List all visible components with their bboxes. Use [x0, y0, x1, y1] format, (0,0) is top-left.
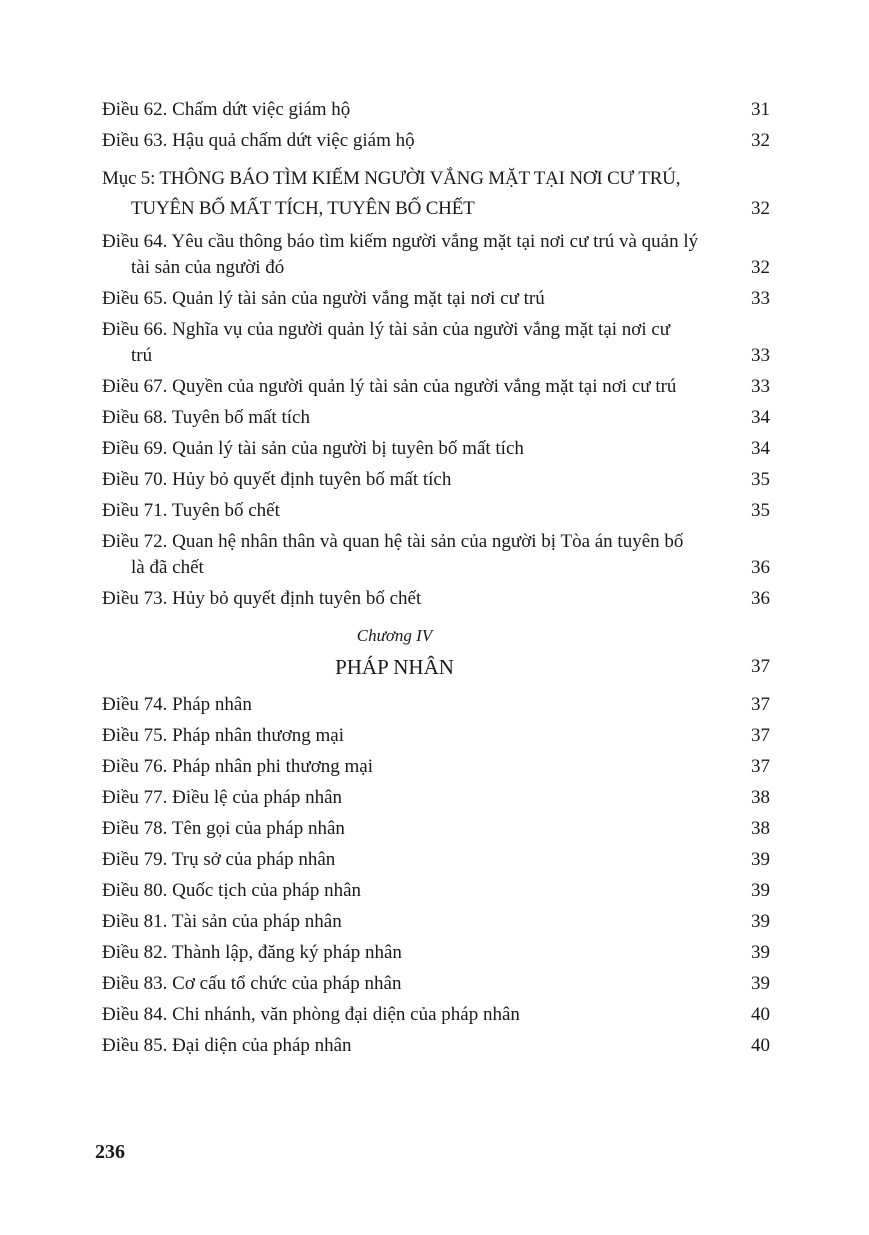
- toc-entry: [102, 317, 770, 369]
- toc-entry-page: 33: [751, 345, 770, 366]
- toc-entry-page: 39: [751, 849, 770, 870]
- toc-entry-title: Điều 79. Trụ sở của pháp nhân: [102, 849, 336, 870]
- toc-entry: [102, 436, 770, 462]
- toc-entry-page: 38: [751, 787, 770, 808]
- toc-entry-page: 40: [751, 1004, 770, 1025]
- toc-entry-page: 32: [751, 130, 770, 151]
- toc-entry-page: 34: [751, 407, 770, 428]
- toc-entry-page: 37: [751, 694, 770, 715]
- toc-entry-title: Điều 66. Nghĩa vụ của người quản lý tài sản của người vắng mặt tại nơi cư trú: [102, 319, 671, 366]
- table-of-contents: [102, 97, 770, 1059]
- toc-entry: [102, 723, 770, 749]
- toc-entry: [102, 909, 770, 935]
- toc-entry-title: Điều 78. Tên gọi của pháp nhân: [102, 818, 345, 839]
- toc-entry-title: Điều 72. Quan hệ nhân thân và quan hệ tài sản của người bị Tòa án tuyên bố là đã chết: [102, 531, 684, 578]
- toc-entry: [102, 229, 770, 281]
- toc-entry-page: 35: [751, 469, 770, 490]
- toc-entry-title: Điều 76. Pháp nhân phi thương mại: [102, 756, 374, 777]
- chapter-label: Chương IV: [356, 626, 433, 645]
- toc-entry-title: Điều 70. Hủy bỏ quyết định tuyên bố mất tích: [102, 469, 452, 490]
- toc-entry-page: 35: [751, 500, 770, 521]
- toc-entry-page: 37: [751, 756, 770, 777]
- toc-entry: [102, 847, 770, 873]
- toc-entry-page: 39: [751, 942, 770, 963]
- toc-entry-page: 39: [751, 911, 770, 932]
- toc-entry-title: Điều 83. Cơ cấu tổ chức của pháp nhân: [102, 973, 402, 994]
- toc-entry-title: Điều 81. Tài sản của pháp nhân: [102, 911, 342, 932]
- toc-entry: [102, 128, 770, 154]
- toc-entry-page: 38: [751, 818, 770, 839]
- toc-entry-title: Điều 80. Quốc tịch của pháp nhân: [102, 880, 362, 901]
- toc-entry-page: 39: [751, 880, 770, 901]
- toc-entry-page: 33: [751, 376, 770, 397]
- chapter-heading: [102, 652, 770, 684]
- chapter-title: PHÁP NHÂN: [335, 655, 454, 679]
- toc-entry-page: 36: [751, 588, 770, 609]
- toc-entry-title: Điều 77. Điều lệ của pháp nhân: [102, 787, 343, 808]
- toc-entry: [102, 374, 770, 400]
- toc-entry-page: 32: [751, 257, 770, 278]
- toc-entry-title: Điều 67. Quyền của người quản lý tài sản của người vắng mặt tại nơi cư trú: [102, 376, 677, 397]
- toc-entry: [102, 878, 770, 904]
- toc-entry-page: 31: [751, 99, 770, 120]
- toc-entry: [102, 816, 770, 842]
- toc-entry: [102, 529, 770, 581]
- chapter-page: 37: [751, 656, 770, 677]
- toc-entry: [102, 754, 770, 780]
- toc-entry-page: 39: [751, 973, 770, 994]
- toc-entry-page: 40: [751, 1035, 770, 1056]
- toc-entry: [102, 971, 770, 997]
- toc-entry-page: 33: [751, 288, 770, 309]
- toc-entry-title: Điều 62. Chấm dứt việc giám hộ: [102, 99, 351, 120]
- toc-entry-title: Điều 85. Đại diện của pháp nhân: [102, 1035, 352, 1056]
- toc-entry-page: 37: [751, 725, 770, 746]
- toc-entry: [102, 940, 770, 966]
- toc-entry: [102, 1033, 770, 1059]
- toc-entry-page: 34: [751, 438, 770, 459]
- toc-section-page: 32: [751, 198, 770, 219]
- toc-entry: [102, 498, 770, 524]
- toc-entry: [102, 405, 770, 431]
- page-number: 236: [95, 1141, 125, 1163]
- toc-entry-title: Điều 73. Hủy bỏ quyết định tuyên bố chết: [102, 588, 422, 609]
- toc-section-heading: [102, 164, 770, 224]
- toc-entry-title: Điều 64. Yêu cầu thông báo tìm kiếm người vắng mặt tại nơi cư trú và quản lý tài sản của người đó: [102, 231, 699, 278]
- toc-entry-title: Điều 69. Quản lý tài sản của người bị tuyên bố mất tích: [102, 438, 524, 459]
- toc-entry-title: Điều 65. Quản lý tài sản của người vắng mặt tại nơi cư trú: [102, 288, 545, 309]
- toc-entry-title: Điều 63. Hậu quả chấm dứt việc giám hộ: [102, 130, 415, 151]
- toc-entry-title: Điều 68. Tuyên bố mất tích: [102, 407, 310, 428]
- toc-entry: [102, 785, 770, 811]
- toc-entry-title: Điều 82. Thành lập, đăng ký pháp nhân: [102, 942, 402, 963]
- toc-entry-title: Điều 84. Chi nhánh, văn phòng đại diện của pháp nhân: [102, 1004, 520, 1025]
- toc-entry: [102, 692, 770, 718]
- toc-entry: [102, 586, 770, 612]
- toc-entry: [102, 286, 770, 312]
- toc-entry: [102, 1002, 770, 1028]
- toc-entry-title: Điều 75. Pháp nhân thương mại: [102, 725, 344, 746]
- toc-entry-title: Điều 74. Pháp nhân: [102, 694, 252, 715]
- toc-entry-page: 36: [751, 557, 770, 578]
- toc-entry-title: Điều 71. Tuyên bố chết: [102, 500, 280, 521]
- toc-section-title: Mục 5: THÔNG BÁO TÌM KIẾM NGƯỜI VẮNG MẶT TẠI NƠI CƯ TRÚ, TUYÊN BỐ MẤT TÍCH, TUYÊN BỐ CHẾT: [102, 168, 681, 219]
- toc-entry: [102, 467, 770, 493]
- toc-entry: [102, 97, 770, 123]
